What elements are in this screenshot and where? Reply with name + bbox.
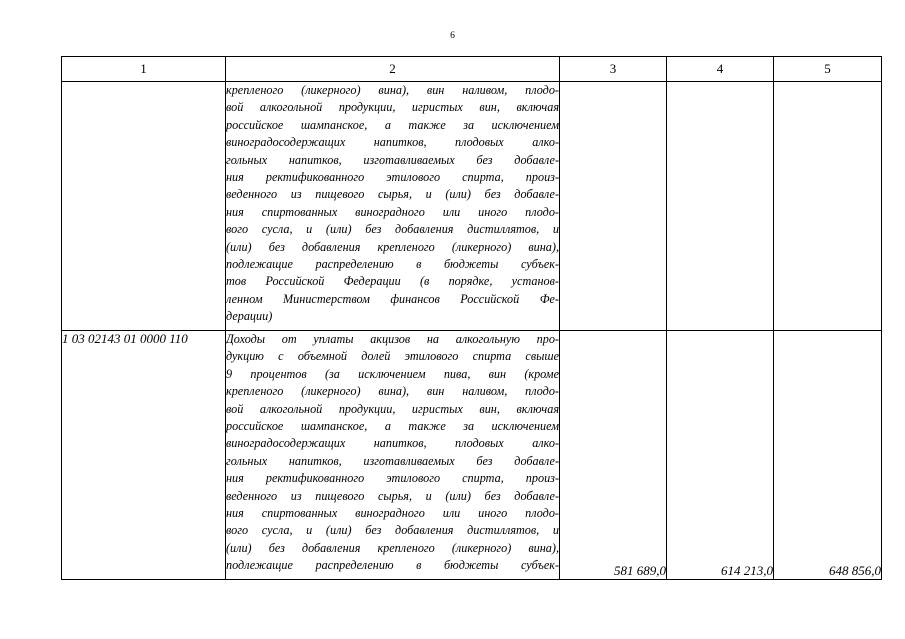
description-line: гольных напитков, изготавливаемых без добавле-	[226, 152, 559, 167]
description-line: виноградосодержащих напитков, плодовых алко-	[226, 436, 559, 451]
description-line: дукцию с объемной долей этилового спирта свыше	[226, 349, 559, 364]
description-line: ния ректификованного этилового спирта, произ-	[226, 170, 559, 185]
description-line: веденного из пищевого сырья, и (или) без добавле-	[226, 488, 559, 503]
description-line: вой алкогольной продукции, игристых вин, включая	[226, 401, 559, 416]
value-cell-col3	[560, 82, 667, 331]
column-header-5: 5	[774, 57, 882, 82]
value-cell-col4	[667, 82, 774, 331]
column-header-3: 3	[560, 57, 667, 82]
description-line: ния спиртованных виноградного или иного плодо-	[226, 204, 559, 219]
description-line: российское шампанское, а также за исключением	[226, 419, 559, 434]
description-line: подлежащие распределению в бюджеты субъек-	[226, 257, 559, 272]
column-header-1: 1	[62, 57, 226, 82]
budget-code-cell	[62, 82, 226, 331]
description-line: гольных напитков, изготавливаемых без добавле-	[226, 453, 559, 468]
table-header-row	[62, 57, 882, 82]
description-line: ленном Министерством финансов Российской Фе-	[226, 291, 559, 306]
description-line: российское шампанское, а также за исключением	[226, 117, 559, 132]
description-cell	[226, 82, 560, 331]
description-line: виноградосодержащих напитков, плодовых алко-	[226, 135, 559, 150]
table-row	[62, 331, 882, 580]
value-cell-col5: 648 856,0	[774, 331, 882, 580]
description-cell	[226, 331, 560, 580]
column-header-4: 4	[667, 57, 774, 82]
description-line: дерации)	[226, 309, 273, 324]
description-line: вого сусла, и (или) без добавления дистиллятов, и	[226, 523, 559, 538]
description-line: вой алкогольной продукции, игристых вин, включая	[226, 100, 559, 115]
table-row	[62, 82, 882, 331]
description-line: тов Российской Федерации (в порядке, установ-	[226, 274, 559, 289]
budget-code-cell: 1 03 02143 01 0000 110	[62, 331, 226, 580]
page-number: 6	[450, 31, 455, 41]
revenue-table	[61, 56, 882, 580]
description-line: 9 процентов (за исключением пива, вин (кроме	[226, 366, 559, 381]
description-line: крепленого (ликерного) вина), вин наливом, плодо-	[226, 384, 559, 399]
value-cell-col5	[774, 82, 882, 331]
description-line: ния ректификованного этилового спирта, произ-	[226, 471, 559, 486]
description-line: крепленого (ликерного) вина), вин наливом, плодо-	[226, 83, 559, 97]
description-line: вого сусла, и (или) без добавления дистиллятов, и	[226, 222, 559, 237]
description-line: (или) без добавления крепленого (ликерного) вина),	[226, 239, 559, 254]
description-line: подлежащие распределению в бюджеты субъек-	[226, 558, 559, 573]
description-line: ния спиртованных виноградного или иного плодо-	[226, 506, 559, 521]
value-cell-col4: 614 213,0	[667, 331, 774, 580]
description-line: (или) без добавления крепленого (ликерного) вина),	[226, 540, 559, 555]
value-cell-col3: 581 689,0	[560, 331, 667, 580]
description-line: веденного из пищевого сырья, и (или) без добавле-	[226, 187, 559, 202]
description-line: Доходы от уплаты акцизов на алкогольную про-	[226, 332, 559, 346]
column-header-2: 2	[226, 57, 560, 82]
